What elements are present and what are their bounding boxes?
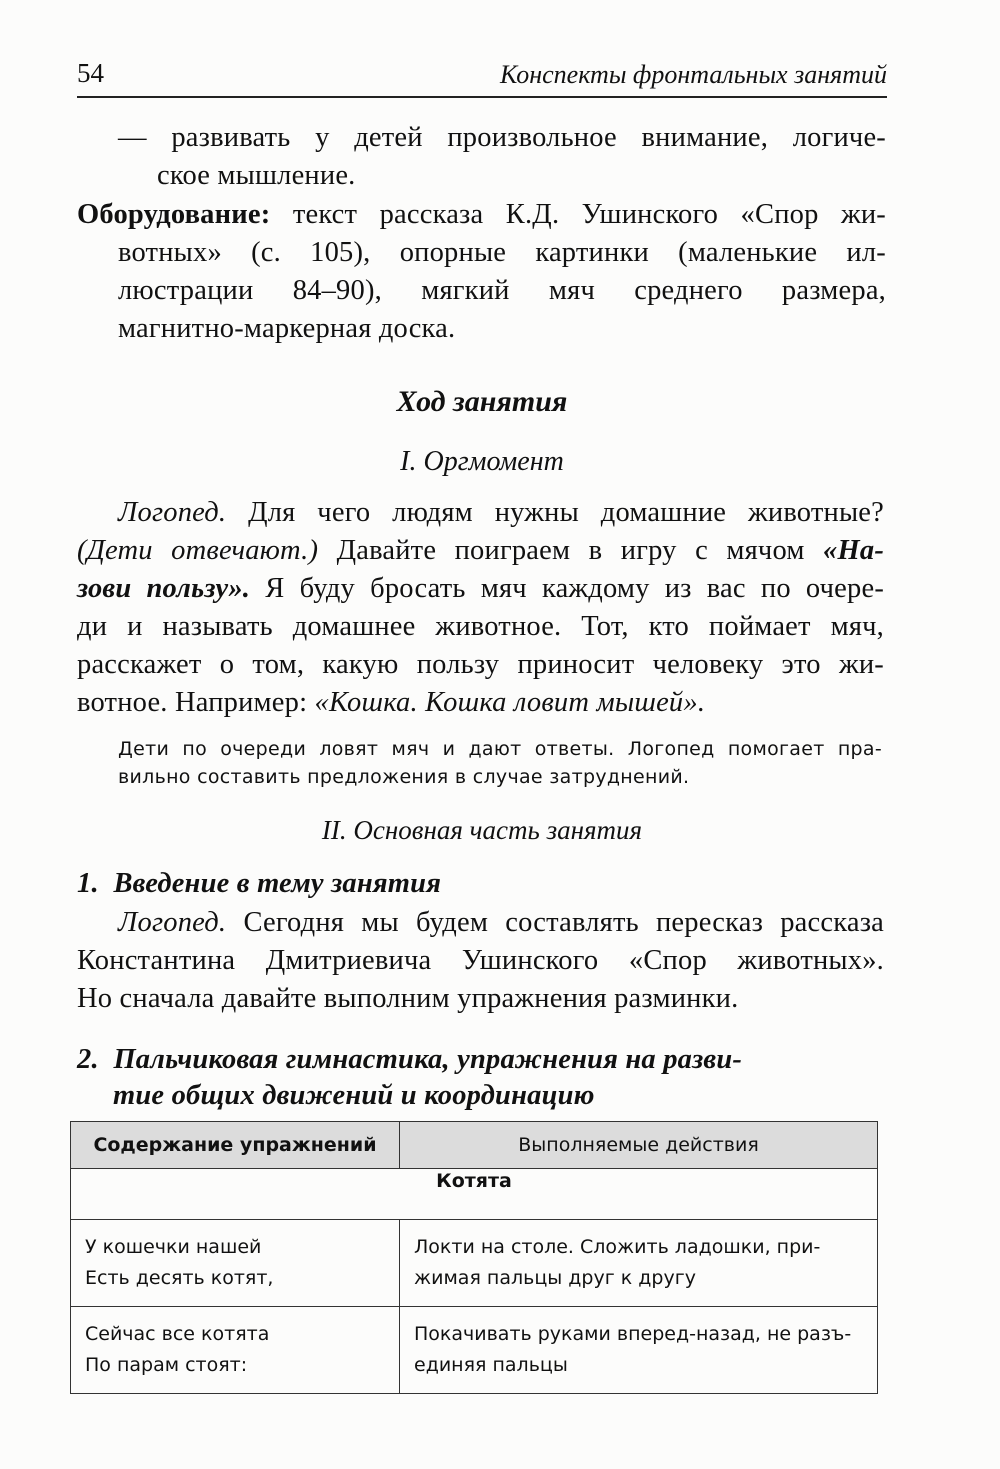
section-1-line-1: Логопед. Для чего людям нужны домашние животные? xyxy=(118,497,885,528)
column-header-content: Содержание упражнений xyxy=(71,1122,400,1169)
section-2-title: II. Основная часть занятия xyxy=(321,815,643,845)
section-1-line-4: ди и называть домашнее животное. Тот, кто поймает мяч, xyxy=(77,611,884,642)
content-line: По парам стоят: xyxy=(85,1354,248,1376)
action-line: Покачивать руками вперед-назад, не разъ- xyxy=(414,1323,852,1345)
item-1-line-3: Но сначала давайте выполним упражнения разминки. xyxy=(77,983,739,1014)
item-1-line-1: Логопед. Сегодня мы будем составлять пересказ рассказа xyxy=(118,907,885,938)
item-1-heading: 1. Введение в тему занятия xyxy=(77,868,442,899)
content-line: Сейчас все котята xyxy=(85,1323,270,1345)
page-header xyxy=(77,58,887,98)
section-1-line-6: вотное. Например: «Кошка. Кошка ловит мышей». xyxy=(77,687,706,718)
content-line: У кошечки нашей xyxy=(85,1236,262,1258)
running-title: Конспекты фронтальных занятий xyxy=(499,60,887,89)
equipment-line-4: магнитно-маркерная доска. xyxy=(118,313,456,344)
goals-line-2: ское мышление. xyxy=(157,160,356,191)
table-header-row xyxy=(71,1122,878,1169)
item-2-number: 2. xyxy=(77,1044,99,1075)
item-1-line-2: Константина Дмитриевича Ушинского «Спор животных». xyxy=(77,945,884,976)
table-group-row xyxy=(71,1169,878,1220)
exercise-content-cell xyxy=(71,1307,400,1394)
lesson-title: Ход занятия xyxy=(396,385,568,418)
table-row xyxy=(71,1220,878,1307)
exercise-table xyxy=(70,1121,878,1394)
equipment-label: Оборудование: xyxy=(77,199,271,230)
equipment-line-2: вотных» (с. 105), опорные картинки (маленькие ил- xyxy=(118,237,886,268)
group-title: Котята xyxy=(71,1169,878,1220)
item-1-number: 1. xyxy=(77,868,99,899)
equipment-line-3: люстрации 84–90), мягкий мяч среднего размера, xyxy=(118,275,886,306)
action-line: единяя пальцы xyxy=(414,1354,568,1376)
exercise-action-cell xyxy=(400,1307,878,1394)
section-1-line-5: расскажет о том, какую пользу приносит человеку это жи- xyxy=(77,649,884,680)
section-1-title: I. Оргмомент xyxy=(400,446,564,477)
item-2-heading-line-2: тие общих движений и координацию xyxy=(113,1080,595,1111)
note-line-2: вильно составить предложения в случае затруднений. xyxy=(118,766,690,788)
item-2-heading-line-1: 2. Пальчиковая гимнастика, упражнения на разви- xyxy=(77,1044,743,1075)
example-quote: «Кошка. Кошка ловит мышей». xyxy=(314,687,706,718)
section-1-line-3: зови пользу». Я буду бросать мяч каждому из вас по очере- xyxy=(77,573,885,604)
note-line-1: Дети по очереди ловят мяч и дают ответы. Логопед помогает пра- xyxy=(118,738,882,760)
exercise-action-cell xyxy=(400,1220,878,1307)
action-line: жимая пальцы друг к другу xyxy=(414,1267,696,1289)
exercise-content-cell xyxy=(71,1220,400,1307)
goals-line-1: — развивать у детей произвольное внимание, логиче- xyxy=(118,122,886,153)
column-header-actions: Выполняемые действия xyxy=(400,1122,878,1169)
content-line: Есть десять котят, xyxy=(85,1267,274,1289)
section-1-line-2: (Дети отвечают.) Давайте поиграем в игру с мячом «На- xyxy=(77,535,885,566)
action-line: Локти на столе. Сложить ладошки, при- xyxy=(414,1236,821,1258)
speaker-label: Логопед. xyxy=(118,497,227,528)
page-number: 54 xyxy=(77,58,104,88)
table-row xyxy=(71,1307,878,1394)
equipment-line-1: Оборудование: текст рассказа К.Д. Ушинского «Спор жи- xyxy=(77,199,886,230)
